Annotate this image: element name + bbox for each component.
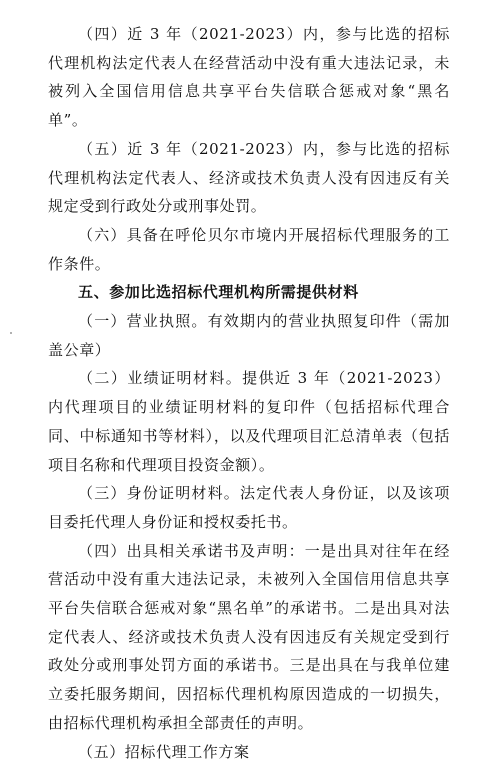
paragraph-business-license: （一）营业执照。有效期内的营业执照复印件（需加盖公章）: [48, 312, 450, 359]
paragraph-identity-proof: （三）身份证明材料。法定代表人身份证，以及该项目委托代理人身份证和授权委托书。: [48, 484, 450, 531]
paragraph-commitment-statement: （四）出具相关承诺书及声明：一是出具对往年在经营活动中没有重大违法记录，未被列入全国信用信息共享平台失信联合惩戒对象“黑名单”的承诺书。二是出具对法定代表人、经济或技术负责人没有因违反有关规定受到行政处分或刑事处罚方面的承诺书。三是出具在与我单位建立委托服务期间，因招标代理机构原因造成的一切损失，由招标代理机构承担全部责任的声明。: [48, 541, 450, 732]
section-heading-required-materials: 五、参加比选招标代理机构所需提供材料: [78, 283, 359, 302]
paragraph-work-plan: （五）招标代理工作方案: [78, 742, 250, 761]
paragraph-item-5-no-penalty: （五）近 3 年（2021-2023）内，参与比选的招标代理机构法定代表人、经济或技术负责人没有因违反有关规定受到行政处分或刑事处罚。: [48, 139, 450, 216]
paragraph-item-6-work-conditions: （六）具备在呼伦贝尔市境内开展招标代理服务的工作条件。: [48, 225, 450, 273]
paragraph-performance-proof: （二）业绩证明材料。提供近 3 年（2021-2023）内代理项目的业绩证明材料的复印件（包括招标代理合同、中标通知书等材料），以及代理项目汇总清单表（包括项目名称和代理项目投资金额）。: [48, 369, 450, 474]
paragraph-item-4-legal-record: （四）近 3 年（2021-2023）内，参与比选的招标代理机构法定代表人在经营活动中没有重大违法记录，未被列入全国信用信息共享平台失信联合惩戒对象“黑名单”。: [48, 25, 450, 130]
document-body: [48, 20, 450, 766]
margin-mark: [10, 332, 12, 334]
